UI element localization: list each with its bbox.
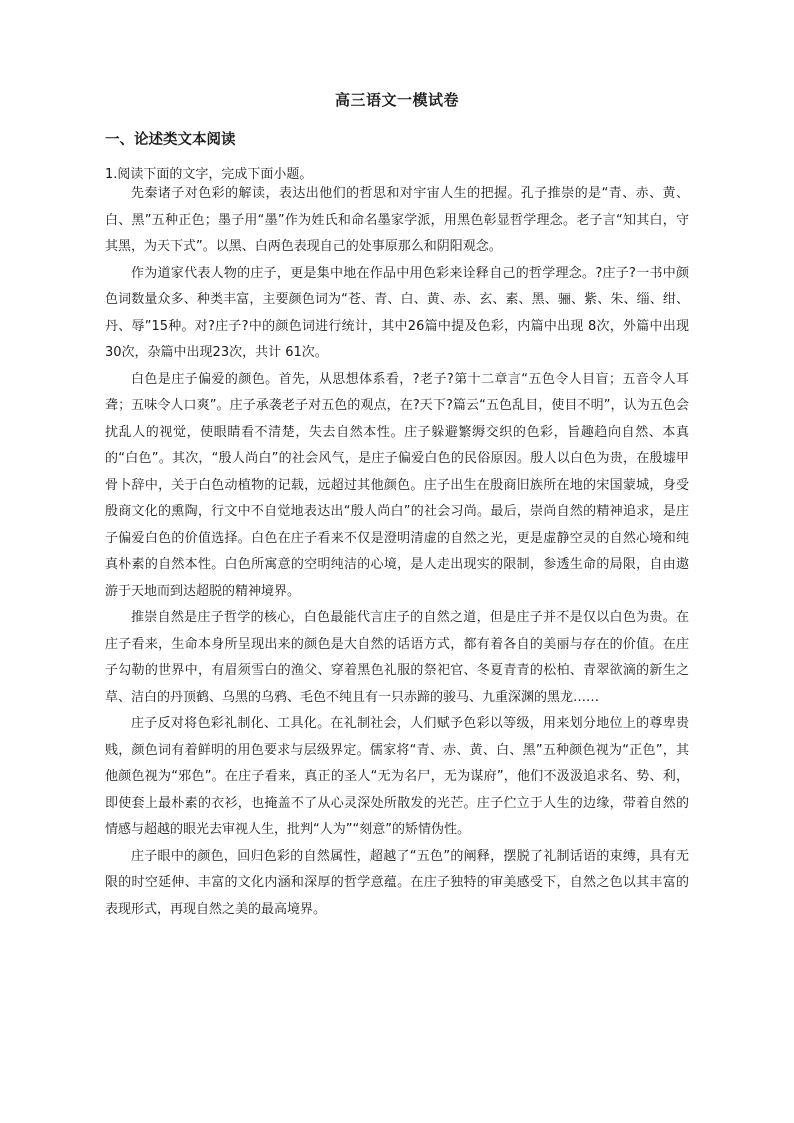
section-heading: 一、论述类文本阅读 xyxy=(105,132,236,148)
paragraph: 白色是庄子偏爱的颜色。首先，从思想体系看，?老子?第十二章言“五色令人目盲；五音令人耳聋；五味令人口爽”。庄子承袭老子对五色的观点，在?天下?篇云“五色乱目，使目不明”，认为五色会扰乱人的视觉，使眼睛看不清楚，失去自然本性。庄子躲避繁缛交织的色彩，旨趣趋向自然、本真的“白色”。其次，“殷人尚白”的社会风气，是庄子偏爱白色的民俗原因。殷人以白色为贵，在殷墟甲骨卜辞中，关于白色动植物的记载，远超过其他颜色。庄子出生在殷商旧族所在地的宋国蒙城，身受殷商文化的熏陶，行文中不自觉地表达出“殷人尚白”的社会习尚。最后，崇尚自然的精神追求，是庄子偏爱白色的价值选择。白色在庄子看来不仅是澄明清虚的自然之光，更是虚静空灵的自然心境和纯真朴素的自然本性。白色所寓意的空明纯洁的心境，是人走出现实的限制，参透生命的局限，自由遨游于天地而到达超脱的精神境界。 xyxy=(105,371,689,599)
paragraph: 推崇自然是庄子哲学的核心，白色最能代言庄子的自然之道，但是庄子并不是仅以白色为贵。在庄子看来，生命本身所呈现出来的颜色是大自然的话语方式，都有着各自的美丽与存在的价值。在庄子勾勒的世界中，有眉须雪白的渔父、穿着黑色礼服的祭祀官、冬夏青青的松柏、青翠欲滴的新生之草、洁白的丹顶鹤、乌黑的乌鸦、毛色不纯且有一只赤蹄的骏马、九重深渊的黑龙…… xyxy=(105,610,689,705)
paragraph: 庄子反对将色彩礼制化、工具化。在礼制社会，人们赋予色彩以等级，用来划分地位上的尊卑贵贱，颜色词有着鲜明的用色要求与层级界定。儒家将“青、赤、黄、白、黑”五种颜色视为“正色”，其他颜色视为“邪色”。在庄子看来，真正的圣人“无为名尸，无为谋府”，他们不汲汲追求名、势、利，即使套上最朴素的衣衫，也掩盖不了从心灵深处所散发的光芒。庄子伫立于人生的边缘，带着自然的情感与超越的眼光去审视人生，批判“人为”“刻意”的矫情伪性。 xyxy=(105,716,689,837)
paragraph: 作为道家代表人物的庄子，更是集中地在作品中用色彩来诠释自己的哲学理念。?庄子?一书中颜色词数量众多、种类丰富，主要颜色词为“苍、青、白、黄、赤、玄、素、黑、骊、紫、朱、缁、绀、丹、辱”15种。对?庄子?中的颜色词进行统计，其中26篇中提及色彩，内篇中出现 8次，外篇中出现30次，杂篇中出现23次，共计 61次。 xyxy=(105,265,689,360)
question-intro: 1.阅读下面的文字，完成下面小题。 xyxy=(105,167,313,182)
page-title: 高三语文一模试卷 xyxy=(334,91,459,109)
paragraph: 庄子眼中的颜色，回归色彩的自然属性，超越了“五色”的阐释，摆脱了礼制话语的束缚，具有无限的时空延伸、丰富的文化内涵和深厚的哲学意蕴。在庄子独特的审美感受下，自然之色以其丰富的表现形式，再现自然之美的最高境界。 xyxy=(105,848,689,917)
reading-passage xyxy=(105,181,689,923)
paragraph: 先秦诸子对色彩的解读，表达出他们的哲思和对宇宙人生的把握。孔子推崇的是“青、赤、黄、白、黑”五种正色；墨子用“墨”作为姓氏和命名墨家学派，用黑色彰显哲学理念。老子言“知其白，守其黑，为天下式”。以黑、白两色表现自己的处事原那么和阴阳观念。 xyxy=(105,186,689,254)
